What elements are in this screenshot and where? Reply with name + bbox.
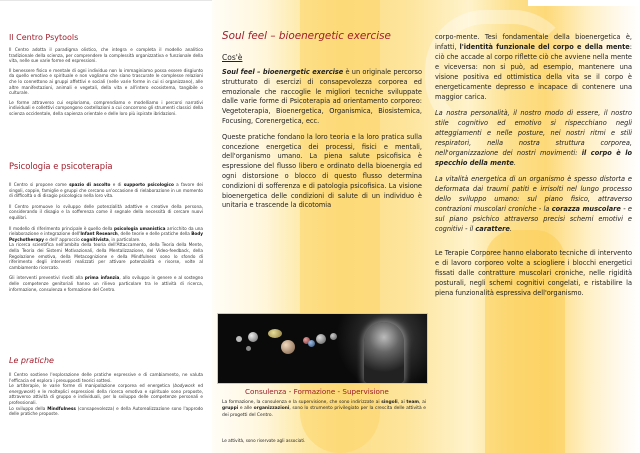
section-title-pratiche: Le pratiche (9, 356, 54, 365)
soul-feel-title: Soul feel – bioenergetic exercise (222, 30, 391, 42)
consulting-title: Consulenza - Formazione - Supervisione (245, 387, 389, 396)
paragraph: Queste pratiche fondano la loro teoria e la loro pratica sulla concezione energetica dei processi, fisici e mentali, dell'organismo umano. La piena salute psicofisica è espressione del flusso libero e ordinato della bioenergia ed ogni distorsione o blocco di questo flusso determina condizioni di sofferenza e di patologia psicofisica. La visione bioenergetica delle condizioni di salute di un individuo è unitaria e trascende la dicotomia (222, 132, 422, 210)
planets-child-photo (217, 313, 428, 384)
planet (268, 329, 282, 338)
paragraph: Il modello di riferimento principale è quello della psicologia umanistica arricchito da una rielaborazione e integrazione dell'Infant Research, delle teorie e delle pratiche della Body Psychotherapy e dell' approccio cognitivista, in particolare. (9, 225, 203, 242)
paragraph: Lo sviluppo della Mindfulness (consapevolezza) e della Autorealizzazione sono l'approdo delle pratiche proposte. (9, 405, 203, 417)
members-note: Le attività, sono riservate agli associati. (222, 438, 306, 443)
paragraph: Gli interventi preventivi rivolti alla prima infanzia, allo sviluppo in genere e al sostegno delle competenze genitoriali hanno un rilievo particolare tra le attività di ricerca, informazione, consulenza e formazione del Centro. (9, 275, 204, 292)
child-silhouette (364, 322, 404, 383)
bioenergetic-text (435, 32, 632, 298)
paragraph: corpo-mente. Tesi fondamentale della bioenergetica è, infatti, l'identità funzionale del corpo e della mente: ciò che accade al corpo riflette ciò che avviene nella mente e viceversa: non si può, ad esempio, mantenere una visione positiva ed ottimistica della vita se il corpo è energeticamente depresso e incapace di contenere una maggior carica. (435, 33, 632, 101)
section-psicologia-text (9, 182, 203, 292)
paragraph: Il benessere fisico e mentale di ogni individuo non lo immaginiamo possa essere disgiunto da quello emotivo e spirituale e non vogliamo che siano trascurate le complesse relazioni che lo connettono ai gruppi affettivi e sociali (nelle varie forme in cui si organizzano), alle altre manifestazioni, animali e vegetali, della vita e all'intero ecosistema, tangibile o culturale. (9, 67, 203, 96)
paragraph: La nostra personalità, il nostro modo di essere, il nostro stile cognitivo ed emotivo si rispecchiano negli atteggiamenti e nelle posture, nei nostri ritmi e stili respiratori, nella nostra struttura corporea, nell'organizzazione dei nostri movimenti: il corpo è lo specchio della mente. (435, 109, 632, 167)
paragraph: Le forme attraverso cui esploriamo, comprendiamo e modelliamo i percorsi narrativi individuali e collettivi compongono costellazioni a cui concorrono gli strumenti classici della scienza occidentale, della sapienza orientale e delle loro più ispirate ibridazioni. (9, 99, 203, 116)
section-title-centro: Il Centro Psytools (9, 33, 79, 42)
paragraph: Le artiterapie, le varie forme di manipolazione corporea ed energetica (bodywork ed energywork) e le molteplici espressioni della ricerca emotiva e spirituale sono proposte, attraverso attività di gruppo e individuali, per lo sviluppo delle competenze personali e professionali. (9, 383, 203, 405)
planet (248, 332, 258, 342)
paragraph: Soul feel – bioenergetic exercise è un originale percorso strutturato di esercizi di consapevolezza corporea ed emozionale che raccoglie le migliori tecniche sviluppate dalle varie forme di Psicoterapia ad orientamento corporeo: Vegetoterapia, Bioenergetica, Organismica, Biosistemica, Focusing, Corenergetica, ecc. (222, 68, 422, 125)
top-edge (528, 0, 640, 6)
section-pratiche-text (9, 372, 203, 417)
planet (246, 346, 251, 351)
paragraph: Il Centro sostiene l'esplorazione delle pratiche espressive e di cambiamento, ne valuta l'efficacia ed esplora i presupposti teorici sottesi. (9, 372, 203, 383)
paragraph: Il Centro promuove lo sviluppo delle potenzialità adattive e creative della persona, considerando il disagio e la sofferenza come il segnale della necessità di cercare nuovi equilibri. (9, 203, 203, 220)
section-centro-text (9, 47, 203, 117)
paragraph: Le Terapie Corporee hanno elaborato tecniche di intervento e di lavoro corporeo volte a sciogliere i blocchi energetici fissati dalle contratture muscolari croniche, nelle rigidità posturali, negli schemi cognitivi congelati, e ristabilire la piena funzionalità espressiva dell'organismo. (435, 249, 632, 297)
soul-feel-text (222, 68, 422, 211)
paragraph: La vitalità energetica di un organismo è spesso distorta e deformata dai traumi patiti e irrisolti nel lungo processo dello sviluppo umano: sul piano fisico, attraverso contrazioni muscolari croniche - la corazza muscolare - e sul piano psichico attraverso precisi schemi emotivi e cognitivi - il carattere. (435, 175, 632, 233)
paragraph: Il Centro si propone come spazio di ascolto e di supporto psicologico a favore dei singoli, coppie, famiglie e gruppi che cercano un'occasione di rielaborazione in un momento di difficoltà o di disagio psicologico nella loro vita. (9, 182, 203, 199)
planet (308, 340, 315, 347)
paragraph: Il Centro adotta il paradigma olistico, che integra e completa il modello analitico tradizionale della scienza, per comprendere la complessità organizzativa e funzionale della vita, nelle sue varie forme ed espressioni. (9, 47, 203, 64)
planet (236, 336, 242, 342)
section-title-psicologia: Psicologia e psicoterapia (9, 161, 113, 171)
planet (316, 334, 326, 344)
cose-subtitle: Cos'è (222, 53, 243, 62)
planet (281, 340, 295, 354)
consulting-text: La formazione, la consulenza e la supervisione, che sono indirizzate ai singoli, ai team, ai gruppi e alle organizzazioni, sono lo strumento privilegiato per la crescita delle attività e dei progetti del Centro. (222, 400, 427, 418)
planet (330, 333, 337, 340)
paragraph: La ricerca scientifica nell'ambito della teoria dell'Attaccamento, della Teoria della Mente, della Teoria dei Sistemi Motivazionali, della Mentalizzazione, del Video-feedback, della Regolazione emotiva, della Metacognizione e della Mindfulness sono lo sfondo di riferimento degli interventi realizzati per attivare potenzialità e risorse, volte al cambiamento ricercato. (9, 242, 203, 270)
